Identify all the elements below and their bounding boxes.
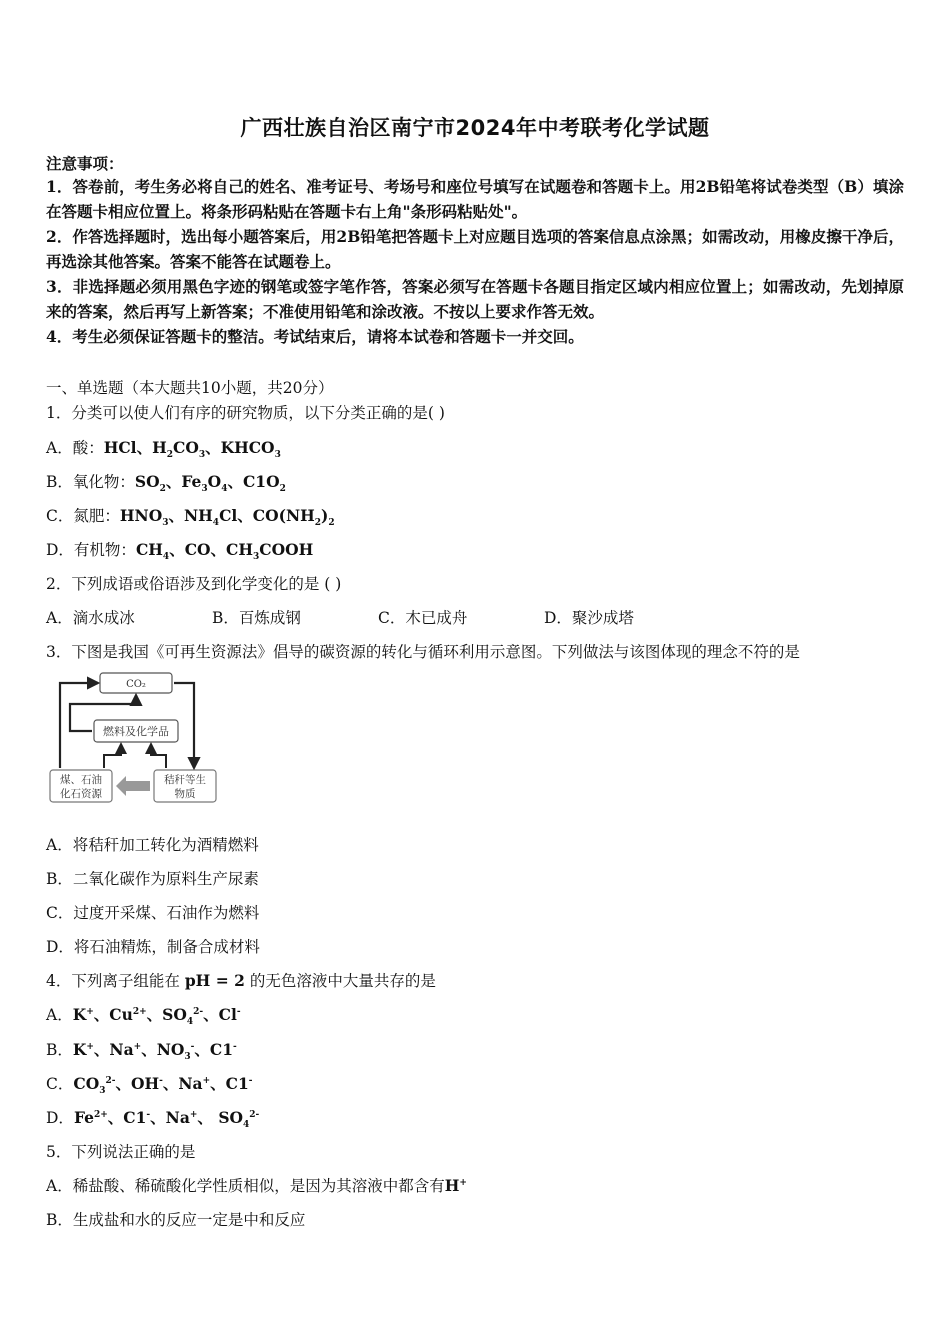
q4-option-b: B．K+、Na+、$NO_3^-$、C1- — [46, 1040, 237, 1063]
q4-option-d: D．$Fe^{2+}$、C1-、Na+、 $SO_4^{2-}$ — [46, 1108, 260, 1131]
q1-option-c-label: C．氮肥： — [46, 507, 120, 525]
notice-item-3: 3．非选择题必须用黑色字迹的钢笔或签字笔作答，答案必须写在答题卡各题目指定区域内相应位置上；如需改动，先划掉原来的答案，然后再写上新答案；不准使用铅笔和涂改液。不按以上要求作答无效。 — [46, 277, 904, 321]
arrow-fossil-to-fuel — [104, 744, 121, 768]
q1-option-b: B．氧化物：$SO_2$、$Fe_3O_4$、$C1O_2$ — [46, 472, 286, 495]
q5-option-a: A．稀盐酸、稀硫酸化学性质相似，是因为其溶液中都含有H+ — [46, 1176, 467, 1195]
q4-option-a-label: A． — [46, 1006, 73, 1024]
q5-option-b: B．生成盐和水的反应一定是中和反应 — [46, 1211, 306, 1229]
q4-stem-ph: pH = 2 — [184, 971, 245, 990]
q3-option-a: A．将秸秆加工转化为酒精燃料 — [46, 836, 259, 854]
q2-options — [46, 606, 710, 628]
q4-stem-pre: 4．下列离子组能在 — [46, 972, 180, 990]
q4-option-d-label: D． — [46, 1109, 74, 1127]
q1-option-a: A．酸：HCl、$H_2CO_3$、$KHCO_3$ — [46, 438, 281, 461]
q2-option-d: D．聚沙成塔 — [544, 609, 634, 627]
notice-item-1: 1．答卷前，考生务必将自己的姓名、准考证号、考场号和座位号填写在试题卷和答题卡上。用2B铅笔将试卷类型（B）填涂在答题卡相应位置上。将条形码粘贴在答题卡右上角"条形码粘贴处"。 — [46, 177, 904, 221]
fossil-label-1: 煤、石油 — [60, 774, 102, 786]
notice-item-4: 4．考生必须保证答题卡的整洁。考试结束后，请将本试卷和答题卡一并交回。 — [46, 327, 584, 346]
exam-title: 广西壮族自治区南宁市2024年中考联考化学试题 — [240, 116, 710, 140]
q1-option-c: C．氮肥：$HNO_3$、$NH_4Cl$、$CO(NH_2)_2$ — [46, 506, 335, 529]
q2-option-b: B．百炼成钢 — [212, 609, 301, 627]
q2-option-a: A．滴水成冰 — [46, 609, 135, 627]
q5-option-a-text: A．稀盐酸、稀硫酸化学性质相似，是因为其溶液中都含有 — [46, 1177, 445, 1195]
q2-stem: 2．下列成语或俗语涉及到化学变化的是 ( ) — [46, 575, 342, 593]
section-heading: 一、单选题（本大题共10小题，共20分） — [46, 379, 334, 397]
arrow-biomass-to-fossil — [116, 776, 150, 796]
q3-stem: 3．下图是我国《可再生资源法》倡导的碳资源的转化与循环利用示意图。下列做法与该图体现的理念不符的是 — [46, 643, 800, 661]
q1-option-a-label: A．酸： — [46, 439, 104, 457]
arrow-biomass-to-fuel — [151, 744, 166, 768]
q1-option-d: D．有机物：$CH_4$、CO、$CH_3COOH$ — [46, 540, 314, 563]
q4-option-c-label: C． — [46, 1075, 74, 1093]
biomass-label-1: 秸秆等生 — [164, 774, 206, 786]
q1-option-d-label: D．有机物： — [46, 541, 136, 559]
biomass-label-2: 物质 — [174, 788, 196, 800]
q1-stem: 1．分类可以使人们有序的研究物质，以下分类正确的是( ) — [46, 404, 445, 422]
carbon-cycle-diagram — [46, 668, 226, 808]
q3-option-d: D．将石油精炼，制备合成材料 — [46, 938, 260, 956]
q3-option-b: B．二氧化碳作为原料生产尿素 — [46, 870, 259, 888]
q4-option-b-label: B． — [46, 1041, 73, 1059]
q2-option-c: C．木已成舟 — [378, 609, 468, 627]
q3-option-c: C．过度开采煤、石油作为燃料 — [46, 904, 260, 922]
q4-option-c: C．$CO_3^{2-}$、OH-、Na+、C1- — [46, 1074, 253, 1097]
co2-label: CO₂ — [126, 679, 146, 690]
notice-heading: 注意事项： — [46, 154, 124, 173]
q4-option-a: A．K+、$Cu^{2+}$、$SO_4^{2-}$、Cl- — [46, 1005, 241, 1028]
q1-option-b-label: B．氧化物： — [46, 473, 135, 491]
fossil-label-2: 化石资源 — [60, 788, 102, 800]
notice-item-2: 2．作答选择题时，选出每小题答案后，用2B铅笔把答题卡上对应题目选项的答案信息点涂黑；如需改动，用橡皮擦干净后，再选涂其他答案。答案不能答在试题卷上。 — [46, 227, 904, 271]
q5-stem: 5．下列说法正确的是 — [46, 1143, 196, 1161]
q4-stem-post: 的无色溶液中大量共存的是 — [249, 972, 436, 990]
arrow-fossil-to-co2 — [60, 683, 98, 768]
fuel-label: 燃料及化学品 — [103, 725, 169, 738]
q4-stem — [46, 969, 436, 991]
